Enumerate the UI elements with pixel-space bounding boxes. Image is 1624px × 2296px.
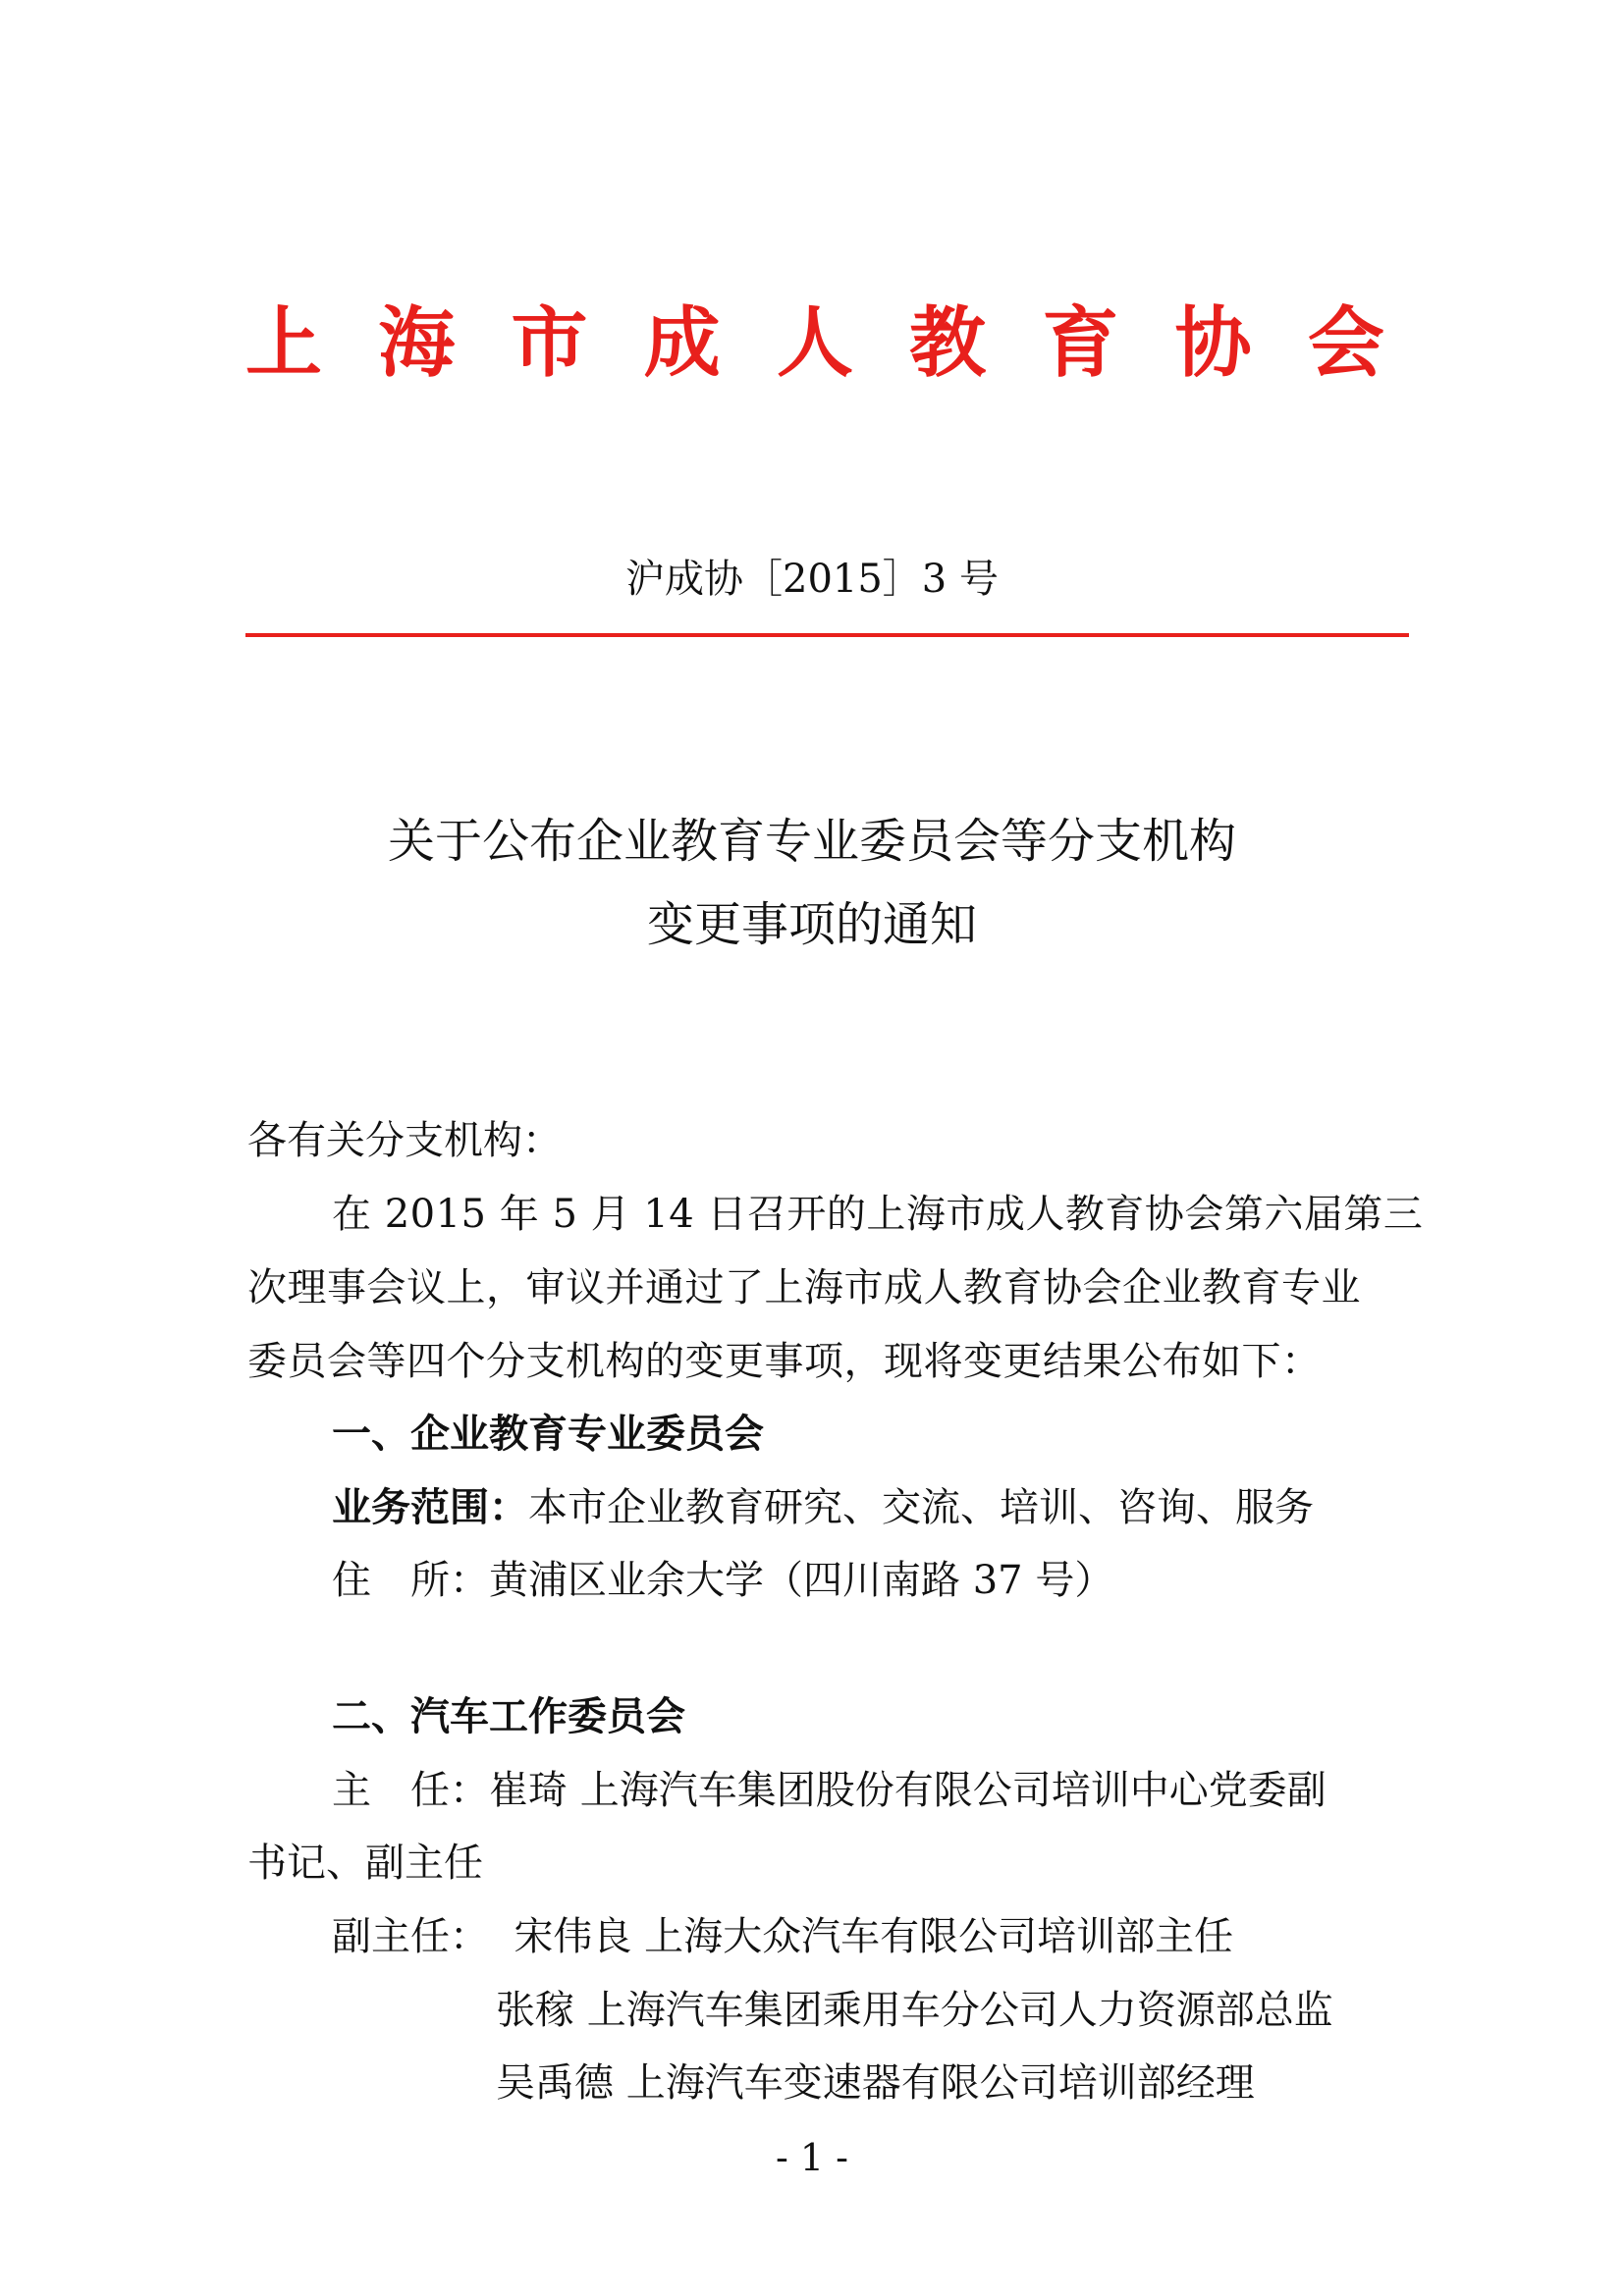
org-char: 上	[245, 298, 323, 388]
section-1-heading: 一、企业教育专业委员会	[332, 1412, 764, 1457]
business-scope-value: 本市企业教育研究、交流、培训、咨询、服务	[528, 1485, 1314, 1530]
header-organization-name	[245, 294, 1384, 393]
section-1-address	[332, 1544, 1113, 1617]
section-2-heading: 二、汽车工作委员会	[332, 1694, 685, 1739]
salutation: 各有关分支机构：	[247, 1118, 562, 1163]
intro-paragraph-line: 在 2015 年 5 月 14 日召开的上海市成人教育协会第六届第三	[332, 1192, 1424, 1237]
document-number: 沪成协［2015］3 号	[625, 557, 999, 602]
header-divider	[245, 633, 1409, 637]
org-char: 成	[643, 298, 721, 388]
document-title-line-2: 变更事项的通知	[646, 897, 977, 952]
section-2-deputy-director	[332, 1900, 1233, 1973]
org-char: 育	[1042, 298, 1119, 388]
deputy-director-entry: 张稼 上海汽车集团乘用车分公司人力资源部总监	[496, 1988, 1333, 2033]
document-title-line-1: 关于公布企业教育专业委员会等分支机构	[387, 814, 1236, 869]
deputy-director-value: 宋伟良 上海大众汽车有限公司培训部主任	[514, 1914, 1234, 1959]
deputy-director-label: 副主任：	[332, 1914, 489, 1959]
deputy-director-entry: 吴禹德 上海汽车变速器有限公司培训部经理	[496, 2060, 1255, 2106]
org-char: 海	[378, 298, 456, 388]
org-char: 教	[909, 298, 987, 388]
address-label: 住 所：	[332, 1558, 489, 1603]
section-1-business-scope	[332, 1471, 1314, 1544]
org-char: 协	[1174, 298, 1252, 388]
org-char: 会	[1307, 298, 1384, 388]
org-char: 人	[776, 298, 853, 388]
address-value: 黄浦区业余大学（四川南路 37 号）	[489, 1558, 1114, 1603]
org-char: 市	[511, 298, 588, 388]
page-number: - 1 -	[775, 2136, 848, 2179]
section-2-director-continued: 书记、副主任	[247, 1841, 483, 1886]
intro-paragraph-line: 次理事会议上，审议并通过了上海市成人教育协会企业教育专业	[247, 1265, 1361, 1310]
director-label: 主 任：	[332, 1768, 489, 1813]
intro-paragraph-line: 委员会等四个分支机构的变更事项，现将变更结果公布如下：	[247, 1339, 1322, 1384]
section-2-director	[332, 1754, 1326, 1827]
business-scope-label: 业务范围：	[332, 1485, 528, 1530]
director-value: 崔琦 上海汽车集团股份有限公司培训中心党委副	[489, 1768, 1326, 1813]
